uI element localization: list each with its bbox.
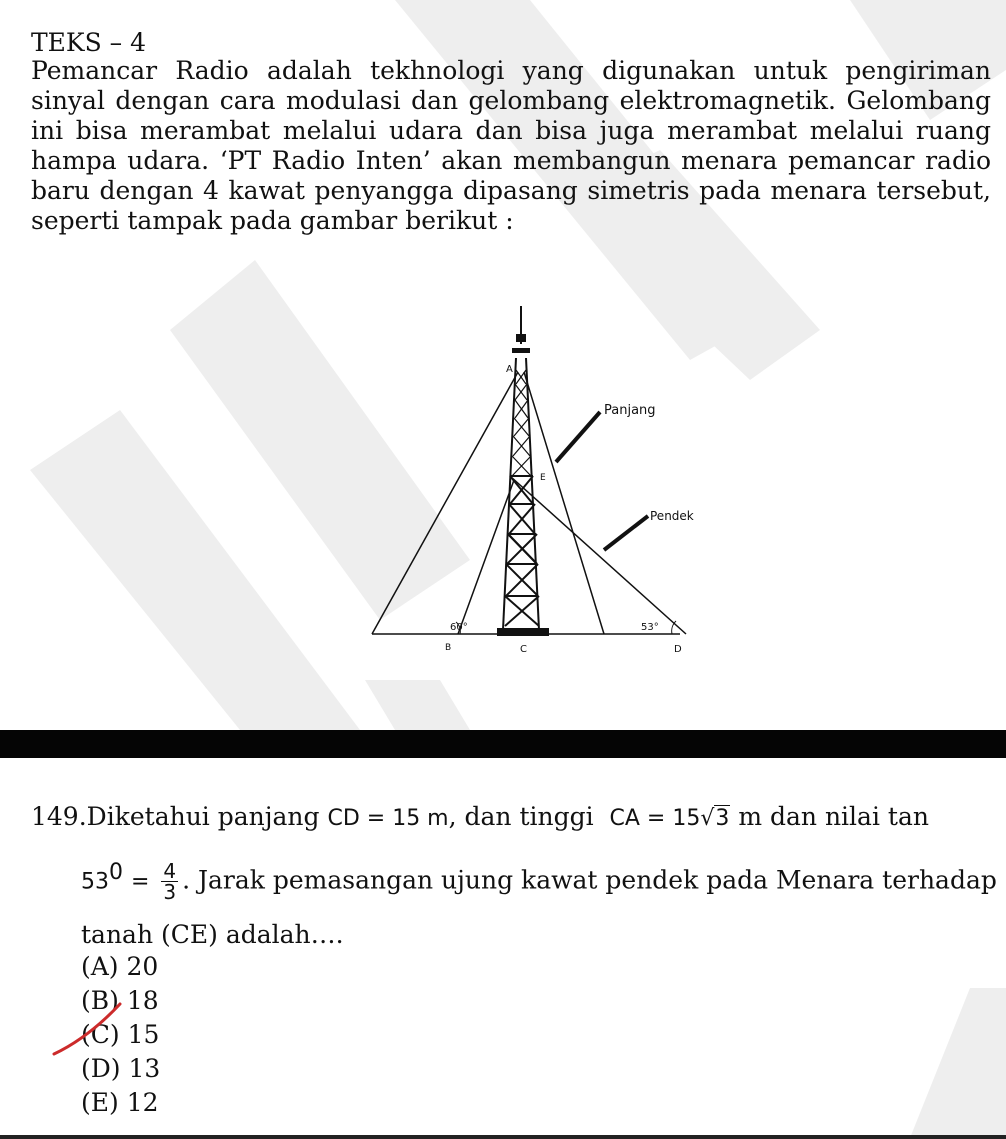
ca-unit: m (738, 802, 763, 831)
cd-value: CD = 15 m (327, 806, 449, 831)
angle-arc-d (672, 621, 676, 634)
teks-heading: TEKS – 4 (31, 28, 147, 57)
question-line-2-tail: . Jarak pemasangan ujung kawat pendek pada Menara terhadap (182, 865, 997, 895)
option-c[interactable]: (C) 15 (81, 1020, 160, 1049)
ca-prefix: CA = 15 (609, 806, 701, 831)
option-b[interactable]: (B) 18 (81, 986, 159, 1015)
fraction-denominator: 3 (163, 880, 177, 905)
label-panjang: Panjang (604, 403, 656, 418)
sqrt-symbol: √ (700, 806, 715, 831)
tan-text: dan nilai tan (770, 802, 929, 831)
question-mid-text: , dan tinggi (448, 802, 594, 831)
section-divider (0, 730, 1006, 758)
antenna-dish (516, 334, 526, 342)
tan-fraction (161, 859, 178, 905)
question-number-text: 149.Diketahui panjang (31, 802, 320, 831)
option-e[interactable]: (E) 12 (81, 1088, 159, 1117)
label-b: B (445, 643, 452, 653)
label-d: D (674, 644, 682, 655)
option-d[interactable]: (D) 13 (81, 1054, 161, 1083)
question-line-1 (31, 802, 929, 834)
tower-base (497, 628, 549, 636)
fraction-numerator: 4 (163, 859, 177, 884)
question-panel (0, 758, 1006, 1139)
answer-check-mark (48, 998, 128, 1058)
question-line-2 (81, 858, 997, 905)
bottom-border (0, 1135, 1006, 1139)
label-pendek: Pendek (650, 509, 694, 523)
callout-pendek (604, 516, 648, 550)
label-c: C (520, 644, 527, 655)
equals-sign: = (130, 869, 150, 895)
callout-panjang (556, 412, 600, 462)
label-a: A (506, 364, 513, 375)
question-line-3: tanah (CE) adalah…. (81, 920, 344, 949)
tower-diagram (360, 300, 720, 660)
antenna-platform (512, 348, 530, 353)
intro-paragraph: Pemancar Radio adalah tekhnologi yang digunakan untuk pengiriman sinyal dengan cara modulasi dan gelombang elektromagnetik. Gelombang ini bisa merambat melalui udara dan bisa juga merambat melalui ruang hampa udara. ‘PT Radio Inten’ akan membangun menara pemancar radio baru dengan 4 kawat penyangga dipasang simetris pada menara tersebut, seperti tampak pada gambar berikut : (31, 56, 991, 235)
option-a[interactable]: (A) 20 (81, 952, 159, 981)
label-e: E (540, 473, 546, 483)
wire-long-left (372, 372, 518, 634)
degree-sup: 0 (109, 860, 123, 885)
angle-label-d: 53° (641, 622, 659, 633)
degree-base: 53 (81, 869, 109, 895)
watermark-corner (880, 988, 1006, 1138)
angle-label-b: 60° (450, 622, 468, 633)
ca-radicand: 3 (715, 806, 730, 831)
